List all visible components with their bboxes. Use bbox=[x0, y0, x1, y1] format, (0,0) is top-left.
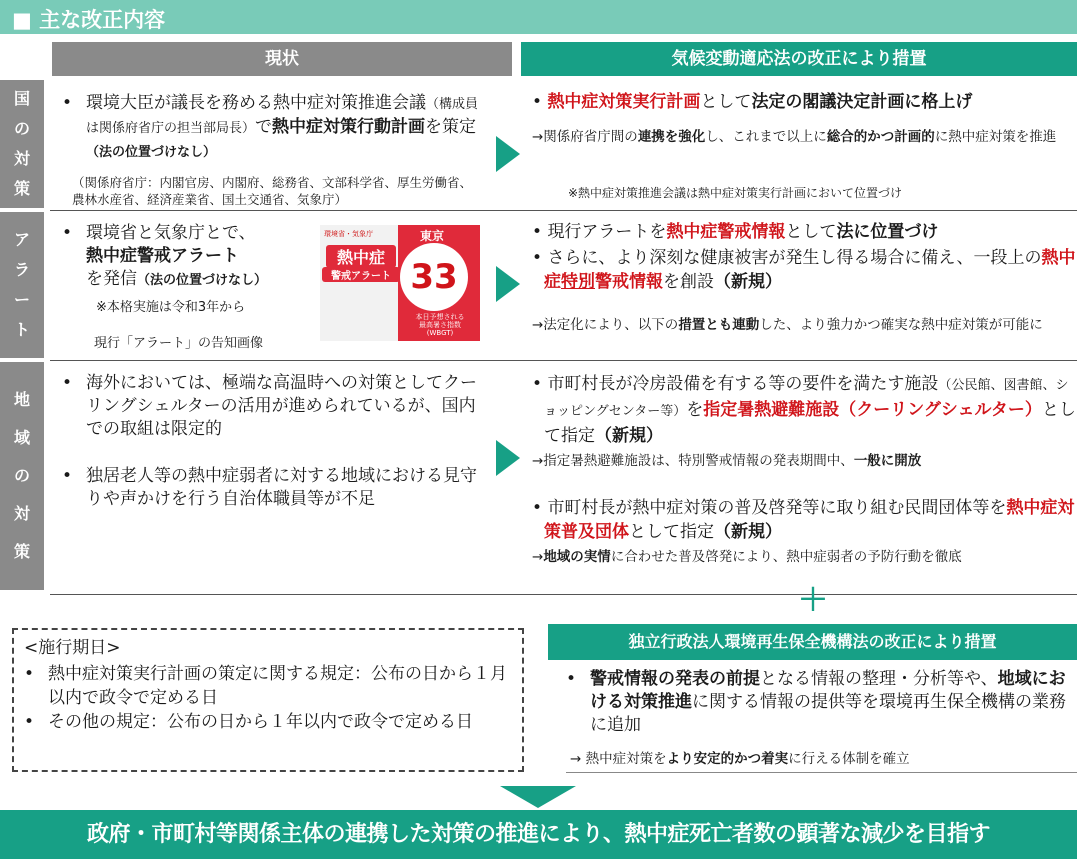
agency-sub-text: に行える体制を確立 bbox=[788, 751, 910, 767]
agency-header: 独立行政法人環境再生保全機構法の改正により措置 bbox=[548, 624, 1077, 660]
row1-right-plan: 熱中症対策実行計画 bbox=[547, 92, 701, 112]
header-current: 現状 bbox=[52, 42, 512, 76]
row1-right-main: • 熱中症対策実行計画として法定の閣議決定計画に格上げ bbox=[532, 92, 973, 112]
label-alert bbox=[0, 212, 44, 358]
row3-right-text: 市町村長が熱中症対策の普及啓発等に取り組む民間団体等を bbox=[547, 498, 1007, 518]
row3-left-b1: 海外においては、極端な高温時への対策としてクーリングシェルターの活用が進められているが、国内での取組は限定的 bbox=[86, 373, 477, 439]
row1-sub-text: し、これまで以上に bbox=[705, 129, 827, 145]
row3-right-text: を bbox=[686, 400, 704, 420]
effective-date-box bbox=[12, 628, 524, 772]
row1-right-note: ※熱中症対策推進会議は熱中症対策実行計画において位置づけ bbox=[568, 186, 903, 200]
alert-image-caption bbox=[402, 313, 478, 337]
row2-sub-text: →法定化により、以下の bbox=[532, 317, 679, 333]
footer-goal: 政府・市町村等関係主体の連携した対策の推進により、熱中症死亡者数の顕著な減少を目指す bbox=[0, 810, 1077, 859]
row1-sub-bold: 連携を強化 bbox=[637, 129, 706, 145]
row2-right-special: 熱中症 bbox=[544, 248, 1076, 292]
alert-notice-image bbox=[320, 225, 480, 341]
row1-left-formulate: を策定 bbox=[425, 117, 477, 137]
row2-sub-bold: 措置とも連動 bbox=[678, 317, 760, 333]
alert-image-title1: 熱中症 bbox=[326, 245, 396, 268]
row2-right-special: 警戒情報 bbox=[595, 272, 663, 292]
row1-left bbox=[62, 92, 482, 164]
row2-right-new: （新規） bbox=[714, 272, 782, 292]
row2-sub-text: した、より強力かつ確実な熱中症対策が可能に bbox=[759, 317, 1043, 333]
row3-left-b2: 独居老人等の熱中症弱者に対する地域における見守りや声かけを行う自治体職員等が不足 bbox=[86, 466, 477, 509]
row3-sub-text: に合わせた普及啓発により、熱中症弱者の予防行動を徹底 bbox=[610, 549, 962, 565]
alert-image-title2: 警戒アラート bbox=[322, 267, 400, 282]
label-char: ア bbox=[13, 230, 30, 249]
row2-left-alert: 熱中症警戒アラート bbox=[86, 246, 239, 266]
arrow-right-icon bbox=[496, 266, 520, 302]
label-char: 国 bbox=[13, 89, 30, 108]
label-char: の bbox=[13, 466, 30, 485]
chevron-down-icon bbox=[500, 786, 576, 808]
row3-right-examples: （公民館、図書館、ショッピングセンター等） bbox=[544, 378, 1069, 419]
alert-image-badge bbox=[400, 243, 468, 311]
header-revision: 気候変動適応法の改正により措置 bbox=[521, 42, 1077, 76]
label-char: の bbox=[13, 119, 30, 138]
effective-date-item: その他の規定：公布の日から１年以内で政令で定める日 bbox=[48, 712, 473, 732]
row3-left bbox=[62, 372, 482, 511]
alert-image-sub: (WBGT) bbox=[426, 329, 454, 337]
agency-sub bbox=[570, 750, 910, 769]
row1-left-members: （構成員は関係府省庁の担当部局長） bbox=[86, 97, 479, 136]
row2-left bbox=[62, 222, 312, 292]
label-char: 対 bbox=[13, 504, 30, 523]
alert-image-city: 東京 bbox=[420, 229, 445, 243]
row3-sub-text: → bbox=[532, 549, 544, 565]
row-divider bbox=[50, 210, 1077, 211]
row1-sub-text: に熱中症対策を推進 bbox=[934, 129, 1057, 145]
alert-image-agency: 環境省・気象庁 bbox=[324, 230, 373, 238]
agency-body bbox=[566, 668, 1071, 737]
agency-sub-text: → 熱中症対策を bbox=[570, 751, 667, 767]
row3-right-text: として指定 bbox=[629, 522, 714, 542]
row2-right-special: 特別 bbox=[561, 272, 595, 292]
row1-left-nolaw: （法の位置づけなし） bbox=[86, 145, 217, 160]
agency-underline bbox=[566, 772, 1077, 773]
row3-right-text: 市町村長が冷房設備を有する等の要件を満たす施設 bbox=[547, 374, 939, 394]
label-char: 策 bbox=[13, 179, 30, 198]
plus-icon: ＋ bbox=[798, 583, 828, 618]
row3-right-group: 熱中症対策普及団体 bbox=[544, 498, 1075, 542]
alert-image-sub: 最高暑さ指数 bbox=[419, 321, 461, 329]
row2-left-caption: 現行「アラート」の告知画像 bbox=[94, 336, 264, 351]
row3-right-b1: • 市町村長が冷房設備を有する等の要件を満たす施設（公民館、図書館、ショッピングセンター等）を指定暑熱避難施設（クーリングシェルター）として指定（新規） bbox=[532, 374, 1076, 446]
row3-right-b2: • 市町村長が熱中症対策の普及啓発等に取り組む民間団体等を熱中症対策普及団体として指定（新規） bbox=[532, 498, 1075, 542]
row1-ministries-note: （関係府省庁：内閣官房、内閣府、総務省、文部科学省、厚生労働省、農林水産省、経済産業省、国土交通省、気象庁） bbox=[72, 175, 473, 207]
row3-right-text: として指定 bbox=[544, 400, 1076, 446]
agency-bold: 地域における対策推進 bbox=[590, 669, 1066, 712]
row2-right-main: • 現行アラートを熱中症警戒情報として法に位置づけ • さらに、より深刻な健康被害が発生し得る場合に備え、一段上の熱中症特別警戒情報を創設（新規） bbox=[532, 222, 1076, 292]
row1-sub-text: →関係府省庁間の bbox=[532, 129, 638, 145]
row3-sub-bold: 地域の実情 bbox=[543, 549, 611, 565]
row3-right-new: （新規） bbox=[595, 426, 663, 446]
label-char: 域 bbox=[13, 428, 30, 447]
bullet: • bbox=[62, 373, 73, 393]
alert-image-sub: 本日予想される bbox=[415, 313, 465, 321]
chevron-shape bbox=[500, 786, 576, 808]
effective-date-item: 熱中症対策実行計画の策定に関する規定：公布の日から１月以内で政令で定める日 bbox=[48, 664, 507, 708]
bullet: • bbox=[566, 669, 577, 689]
bullet: • bbox=[24, 664, 35, 684]
row2-right-text: 現行アラートを bbox=[547, 222, 667, 242]
row2-right-text: さらに、より深刻な健康被害が発生し得る場合に備え、一段上の bbox=[547, 248, 1042, 268]
effective-date-title: <施行期日> bbox=[24, 638, 121, 658]
label-char: 地 bbox=[13, 390, 30, 409]
row2-left-nolaw: （法の位置づけなし） bbox=[137, 273, 268, 288]
row1-right-sub bbox=[532, 128, 1072, 147]
row3-sub-text: →指定暑熱避難施設は、特別警戒情報の発表期間中、 bbox=[532, 453, 854, 469]
row2-right-law: 法に位置づけ bbox=[836, 222, 939, 242]
alert-image-number: 33 bbox=[410, 257, 458, 297]
agency-text: に関する情報の提供等を環境再生保全機構の業務に追加 bbox=[590, 692, 1066, 735]
row2-left-note: ※本格実施は令和3年から bbox=[96, 300, 246, 315]
row2-left-text: 環境省と気象庁とで、 bbox=[86, 223, 256, 243]
row1-right-upgrade: 法定の閣議決定計画に格上げ bbox=[751, 92, 973, 112]
row3-right-sub1 bbox=[532, 452, 1077, 471]
bullet: • bbox=[62, 93, 73, 113]
arrow-right-icon bbox=[496, 136, 520, 172]
label-char: 対 bbox=[13, 149, 30, 168]
page-title: ■ 主な改正内容 bbox=[0, 0, 1077, 34]
bullet: • bbox=[62, 223, 73, 243]
row1-right-as: として bbox=[700, 92, 752, 112]
row-divider bbox=[50, 594, 1077, 595]
agency-sub-bold: より安定的かつ着実 bbox=[666, 751, 789, 767]
label-char: ラ bbox=[13, 260, 30, 279]
row3-right-sub2 bbox=[532, 548, 1077, 567]
row3-sub-bold: 一般に開放 bbox=[853, 453, 922, 469]
row1-sub-bold: 総合的かつ計画的 bbox=[826, 129, 935, 145]
label-char: ー bbox=[13, 290, 30, 309]
bullet: • bbox=[24, 712, 35, 732]
row2-left-send: を発信 bbox=[86, 269, 137, 289]
bear-illustration bbox=[320, 225, 398, 341]
row3-right-shelter: 指定暑熱避難施設（クーリングシェルター） bbox=[703, 400, 1042, 420]
agency-bold: 警戒情報の発表の前提 bbox=[590, 669, 760, 689]
row-divider bbox=[50, 360, 1077, 361]
row2-right-text: を創設 bbox=[663, 272, 714, 292]
arrow-right-icon bbox=[496, 440, 520, 476]
row1-left-text: 環境大臣が議長を務める熱中症対策推進会議 bbox=[86, 93, 426, 113]
label-char: ト bbox=[13, 320, 30, 339]
row2-right-sub bbox=[532, 316, 1077, 335]
row2-right-text: として bbox=[785, 222, 837, 242]
bullet: • bbox=[62, 466, 73, 486]
label-national bbox=[0, 80, 44, 208]
row3-right-new: （新規） bbox=[714, 522, 782, 542]
label-local bbox=[0, 362, 44, 590]
row1-left-de: で bbox=[255, 117, 273, 137]
label-char: 策 bbox=[13, 542, 30, 561]
agency-text: となる情報の整理・分析等や、 bbox=[760, 669, 998, 689]
row2-right-warning: 熱中症警戒情報 bbox=[666, 222, 786, 242]
row1-left-plan: 熱中症対策行動計画 bbox=[272, 117, 426, 137]
